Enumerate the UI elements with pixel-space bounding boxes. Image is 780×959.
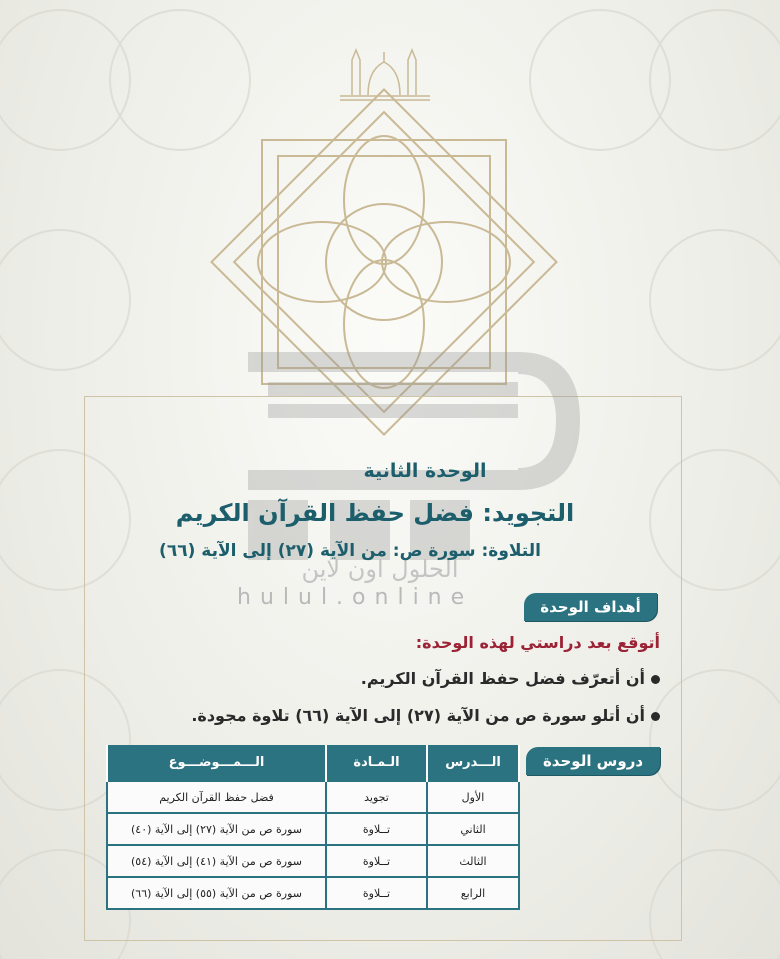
- header-subject: الـمـادة: [326, 745, 427, 781]
- table-row: [107, 845, 519, 877]
- cell-lesson: الثالث: [427, 845, 519, 877]
- table-row: [107, 813, 519, 845]
- cell-lesson: الثاني: [427, 813, 519, 845]
- cell-topic: سورة ص من الآية (٤١) إلى الآية (٥٤): [107, 845, 326, 877]
- header-lesson: الـــدرس: [427, 745, 519, 781]
- cell-subject: تــلاوة: [326, 813, 427, 845]
- bullet-icon: [651, 675, 660, 684]
- cell-subject: تــلاوة: [326, 877, 427, 909]
- goals-label: أهداف الوحدة: [524, 593, 657, 621]
- lessons-table: [106, 745, 520, 910]
- goal-item: [150, 669, 660, 688]
- cell-topic: فضل حفظ القرآن الكريم: [107, 781, 326, 813]
- cell-topic: سورة ص من الآية (٢٧) إلى الآية (٤٠): [107, 813, 326, 845]
- cell-lesson: الأول: [427, 781, 519, 813]
- star-ornament: [211, 89, 556, 434]
- cell-lesson: الرابع: [427, 877, 519, 909]
- unit-title: الوحدة الثانية: [363, 460, 487, 482]
- table-row: [107, 877, 519, 909]
- table-header-row: [107, 745, 519, 781]
- goal-item: [150, 706, 660, 725]
- bullet-icon: [651, 712, 660, 721]
- mosque-icon: [340, 50, 430, 100]
- cell-subject: تجويد: [326, 781, 427, 813]
- cell-subject: تــلاوة: [326, 845, 427, 877]
- recitation-title: التلاوة: سورة ص: من الآية (٢٧) إلى الآية (٦٦): [159, 541, 541, 561]
- goal-text: أن أتلو سورة ص من الآية (٢٧) إلى الآية (٦٦) تلاوة مجودة.: [191, 706, 645, 725]
- goals-intro: أتوقع بعد دراستي لهذه الوحدة:: [415, 633, 660, 652]
- goal-text: أن أتعرّف فضل حفظ القرآن الكريم.: [360, 669, 645, 688]
- table-row: [107, 781, 519, 813]
- header-topic: الـــمـــوضـــوع: [107, 745, 326, 781]
- lessons-label: دروس الوحدة: [526, 747, 660, 775]
- main-title: التجويد: فضل حفظ القرآن الكريم: [175, 499, 575, 527]
- cell-topic: سورة ص من الآية (٥٥) إلى الآية (٦٦): [107, 877, 326, 909]
- watermark-latin-text: hulul.online: [237, 585, 474, 610]
- watermark-arabic-text: الحلول اون لاين: [301, 555, 459, 583]
